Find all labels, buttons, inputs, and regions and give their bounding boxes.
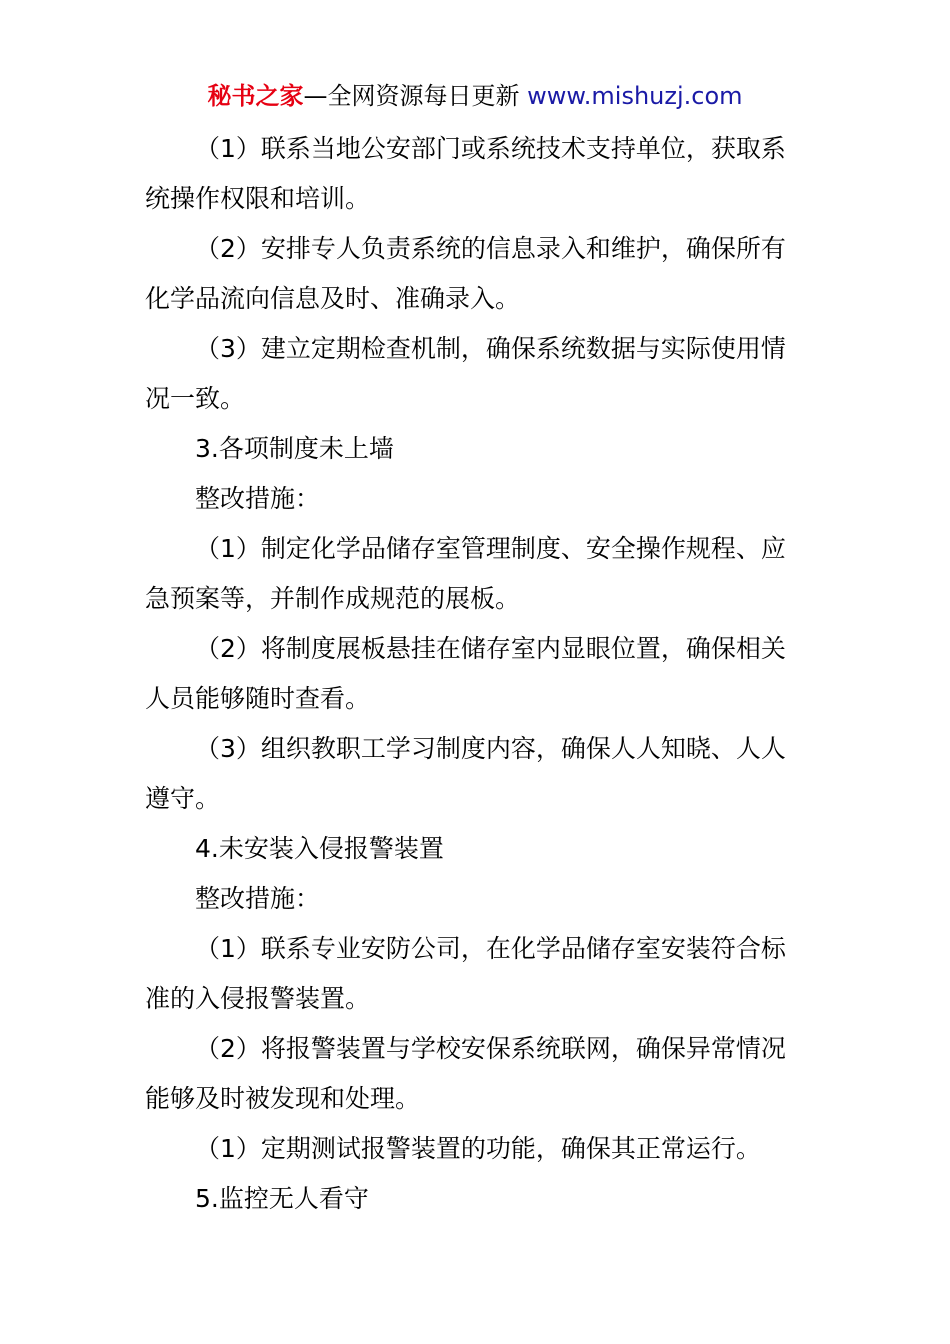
paragraph: （1）联系专业安防公司，在化学品储存室安装符合标准的入侵报警装置。 [145,934,786,1013]
document-body [145,124,810,1224]
paragraph: （3）建立定期检查机制，确保系统数据与实际使用情况一致。 [145,334,786,413]
paragraph: （1）定期测试报警装置的功能，确保其正常运行。 [195,1134,761,1163]
measures-label: 整改措施： [195,884,321,913]
paragraph: （3）组织教职工学习制度内容，确保人人知晓、人人遵守。 [145,734,786,813]
paragraph: （1）联系当地公安部门或系统技术支持单位，获取系统操作权限和培训。 [145,134,786,213]
paragraph: （2）将报警装置与学校安保系统联网，确保异常情况能够及时被发现和处理。 [145,1034,786,1113]
paragraph: （2）安排专人负责系统的信息录入和维护，确保所有化学品流向信息及时、准确录入。 [145,234,786,313]
page-header [0,80,950,112]
site-url-link[interactable]: www.mishuzj.com [527,82,743,110]
section-heading: 3.各项制度未上墙 [195,434,394,463]
section-heading: 5.监控无人看守 [195,1184,369,1213]
measures-label: 整改措施： [195,484,321,513]
brand-name: 秘书之家 [207,82,304,110]
paragraph: （1）制定化学品储存室管理制度、安全操作规程、应急预案等，并制作成规范的展板。 [145,534,786,613]
paragraph: （2）将制度展板悬挂在储存室内显眼位置，确保相关人员能够随时查看。 [145,634,786,713]
header-tagline: —全网资源每日更新 [303,82,520,110]
section-heading: 4.未安装入侵报警装置 [195,834,444,863]
